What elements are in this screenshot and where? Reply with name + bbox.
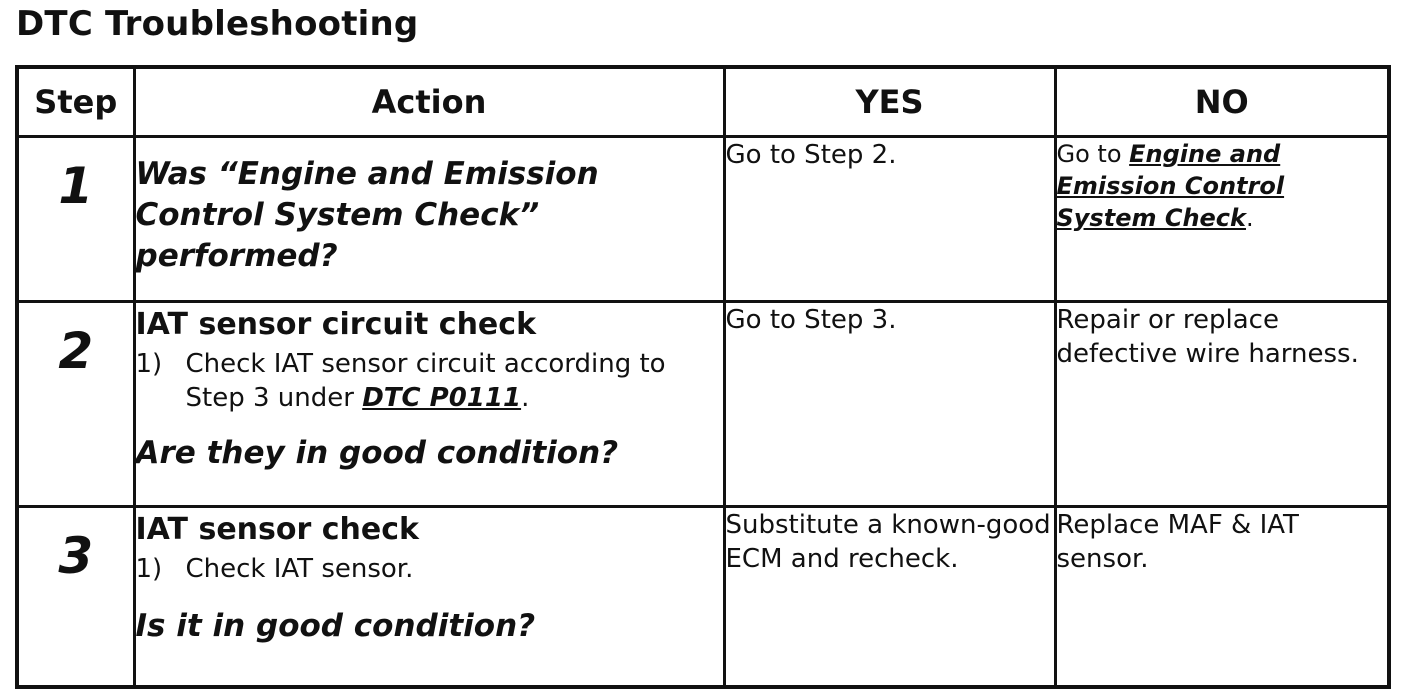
action-cell	[134, 137, 724, 302]
step-number: 3	[58, 527, 94, 585]
action-cell	[134, 302, 724, 507]
troubleshooting-table	[15, 65, 1391, 689]
step-cell	[17, 302, 134, 507]
yes-cell	[724, 302, 1055, 507]
no-suffix: .	[1246, 204, 1254, 232]
yes-text: Go to Step 3.	[725, 305, 897, 335]
substep-number: 1)	[135, 554, 163, 584]
action-title: IAT sensor check	[135, 512, 419, 547]
yes-text: Substitute a known-good ECM and recheck.	[725, 510, 1051, 574]
no-text: Replace MAF & IAT sensor.	[1056, 510, 1299, 574]
no-text: Repair or replace defective wire harness.	[1056, 305, 1359, 369]
page-title: DTC Troubleshooting	[16, 4, 419, 44]
substep	[136, 552, 723, 586]
action-cell	[134, 507, 724, 688]
step-number: 2	[58, 322, 94, 380]
step-cell	[17, 507, 134, 688]
header-no: NO	[1055, 67, 1389, 137]
action-question: Is it in good condition?	[135, 608, 536, 644]
no-prefix: Go to	[1056, 140, 1130, 168]
no-cell	[1055, 302, 1389, 507]
substep-body	[186, 347, 723, 415]
table-row	[17, 302, 1389, 507]
yes-cell	[724, 507, 1055, 688]
action-title: IAT sensor circuit check	[135, 307, 537, 342]
header-action: Action	[134, 67, 724, 137]
substep-suffix: .	[521, 383, 530, 413]
no-cell	[1055, 137, 1389, 302]
header-yes: YES	[724, 67, 1055, 137]
yes-cell	[724, 137, 1055, 302]
step-cell	[17, 137, 134, 302]
no-cell	[1055, 507, 1389, 688]
header-row	[17, 67, 1389, 137]
substep-text: Check IAT sensor circuit according to Step 3 under	[185, 349, 666, 413]
substep-number: 1)	[135, 349, 163, 379]
header-step: Step	[17, 67, 134, 137]
step-number: 1	[58, 157, 94, 215]
dtc-p0111-link[interactable]: DTC P0111	[362, 383, 522, 413]
table-row	[17, 507, 1389, 688]
substep-text: Check IAT sensor.	[185, 554, 414, 584]
action-question: Are they in good condition?	[135, 435, 619, 471]
engine-check-link[interactable]: Engine and Emission Control System Check	[1056, 140, 1285, 232]
yes-text: Go to Step 2.	[725, 140, 897, 170]
action-question: Was “Engine and Emission Control System Check” performed?	[135, 156, 599, 274]
substep	[136, 347, 723, 415]
table-row	[17, 137, 1389, 302]
